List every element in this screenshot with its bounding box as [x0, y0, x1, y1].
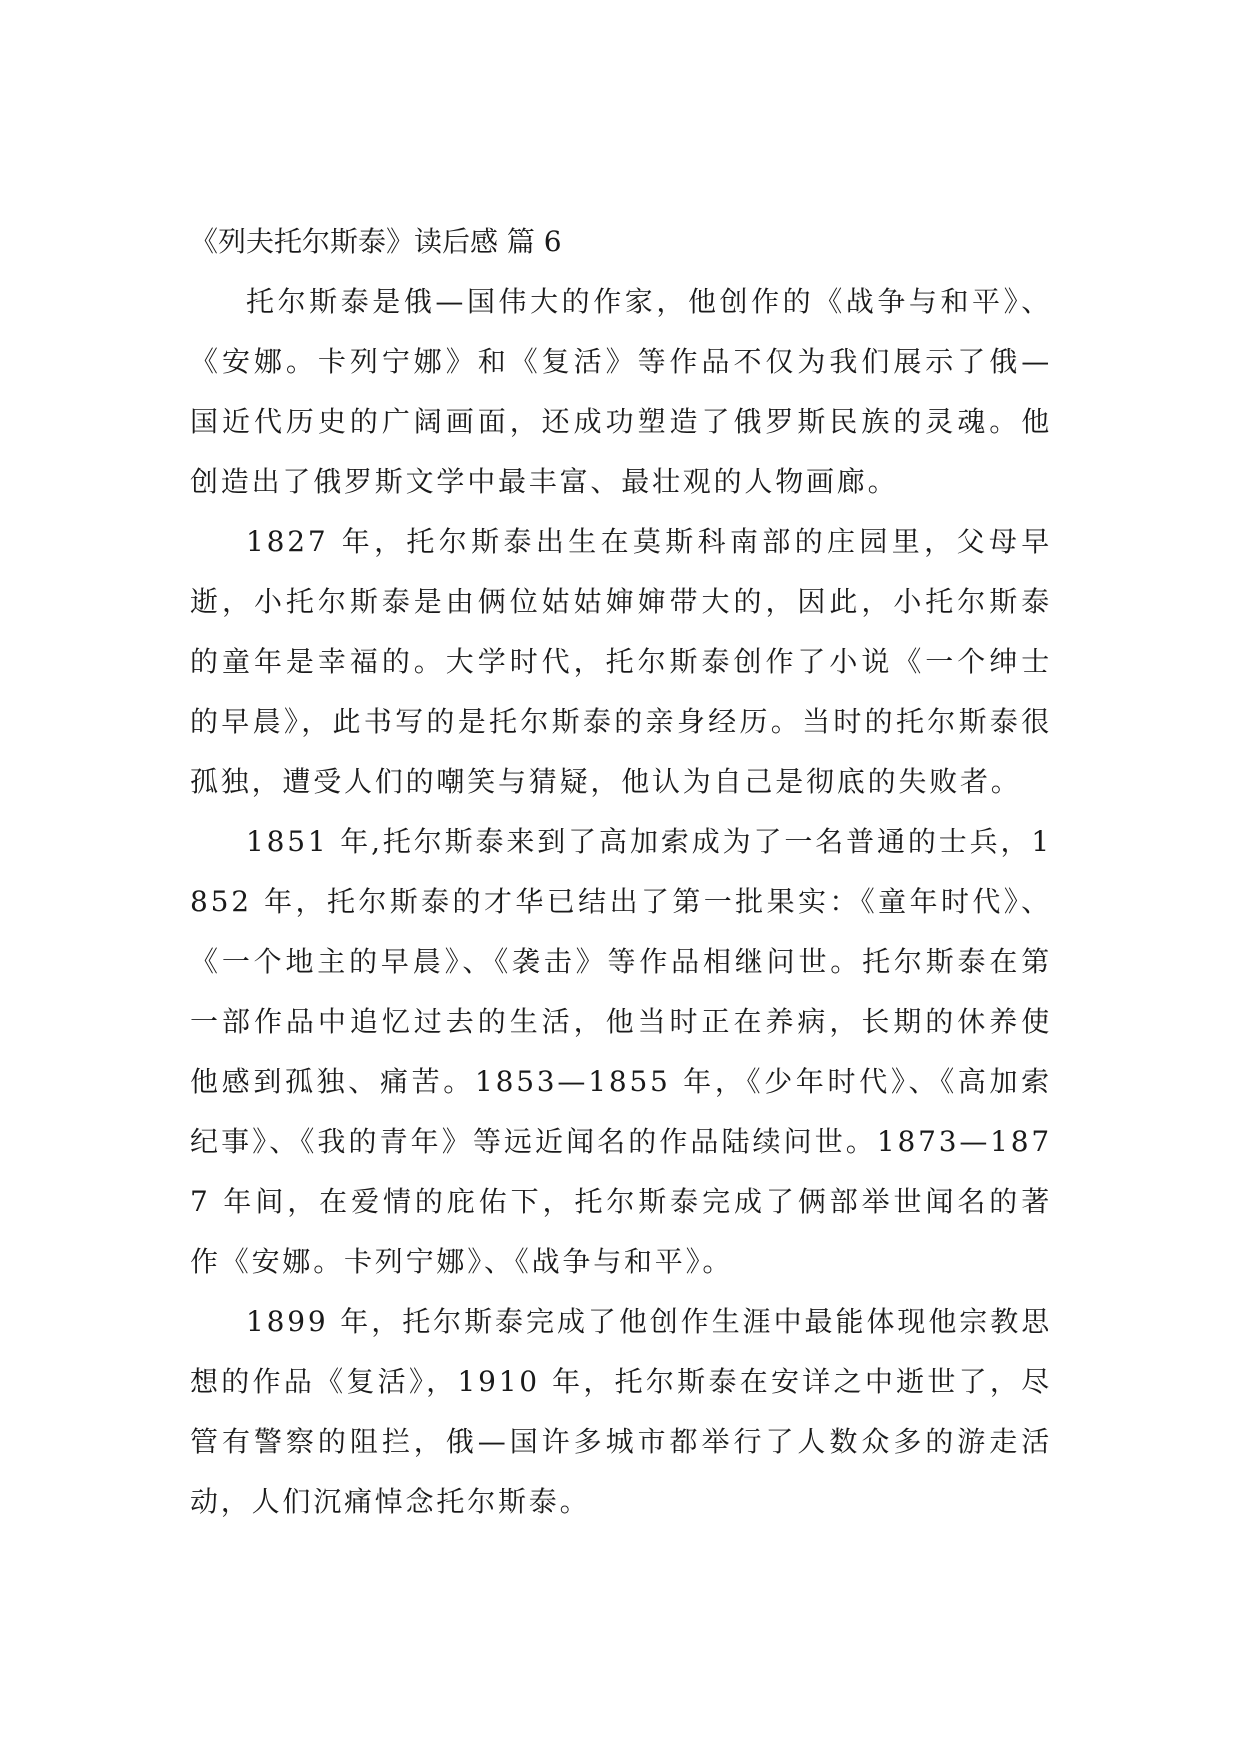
paragraph-career: 1851 年,托尔斯泰来到了高加索成为了一名普通的士兵，1852 年，托尔斯泰的才华已结出了第一批果实：《童年时代》、《一个地主的早晨》、《袭击》等作品相继问世。托尔斯泰在第一部作品中追忆过去的生活，他当时正在养病，长期的休养使他感到孤独、痛苦。1853—1855 年，《少年时代》、《高加索纪事》、《我的青年》等远近闻名的作品陆续问世。1873—1877 年间，在爱情的庇佑下，托尔斯泰完成了俩部举世闻名的著作《安娜。卡列宁娜》、《战争与和平》。 — [190, 825, 1052, 1278]
document-body — [190, 212, 1052, 1532]
paragraph-death: 1899 年，托尔斯泰完成了他创作生涯中最能体现他宗教思想的作品《复活》，1910 年，托尔斯泰在安详之中逝世了，尽管有警察的阻拦，俄—国许多城市都举行了人数众多的游走活动，人们沉痛悼念托尔斯泰。 — [190, 1305, 1052, 1518]
paragraph-childhood: 1827 年，托尔斯泰出生在莫斯科南部的庄园里，父母早逝，小托尔斯泰是由俩位姑姑婶婶带大的，因此，小托尔斯泰的童年是幸福的。大学时代，托尔斯泰创作了小说《一个绅士的早晨》，此书写的是托尔斯泰的亲身经历。当时的托尔斯泰很孤独，遭受人们的嘲笑与猜疑，他认为自己是彻底的失败者。 — [190, 525, 1052, 798]
paragraph-intro: 托尔斯泰是俄—国伟大的作家，他创作的《战争与和平》、《安娜。卡列宁娜》和《复活》等作品不仅为我们展示了俄—国近代历史的广阔画面，还成功塑造了俄罗斯民族的灵魂。他创造出了俄罗斯文学中最丰富、最壮观的人物画廊。 — [190, 285, 1052, 498]
document-title: 《列夫托尔斯泰》读后感 篇 6 — [190, 225, 562, 258]
